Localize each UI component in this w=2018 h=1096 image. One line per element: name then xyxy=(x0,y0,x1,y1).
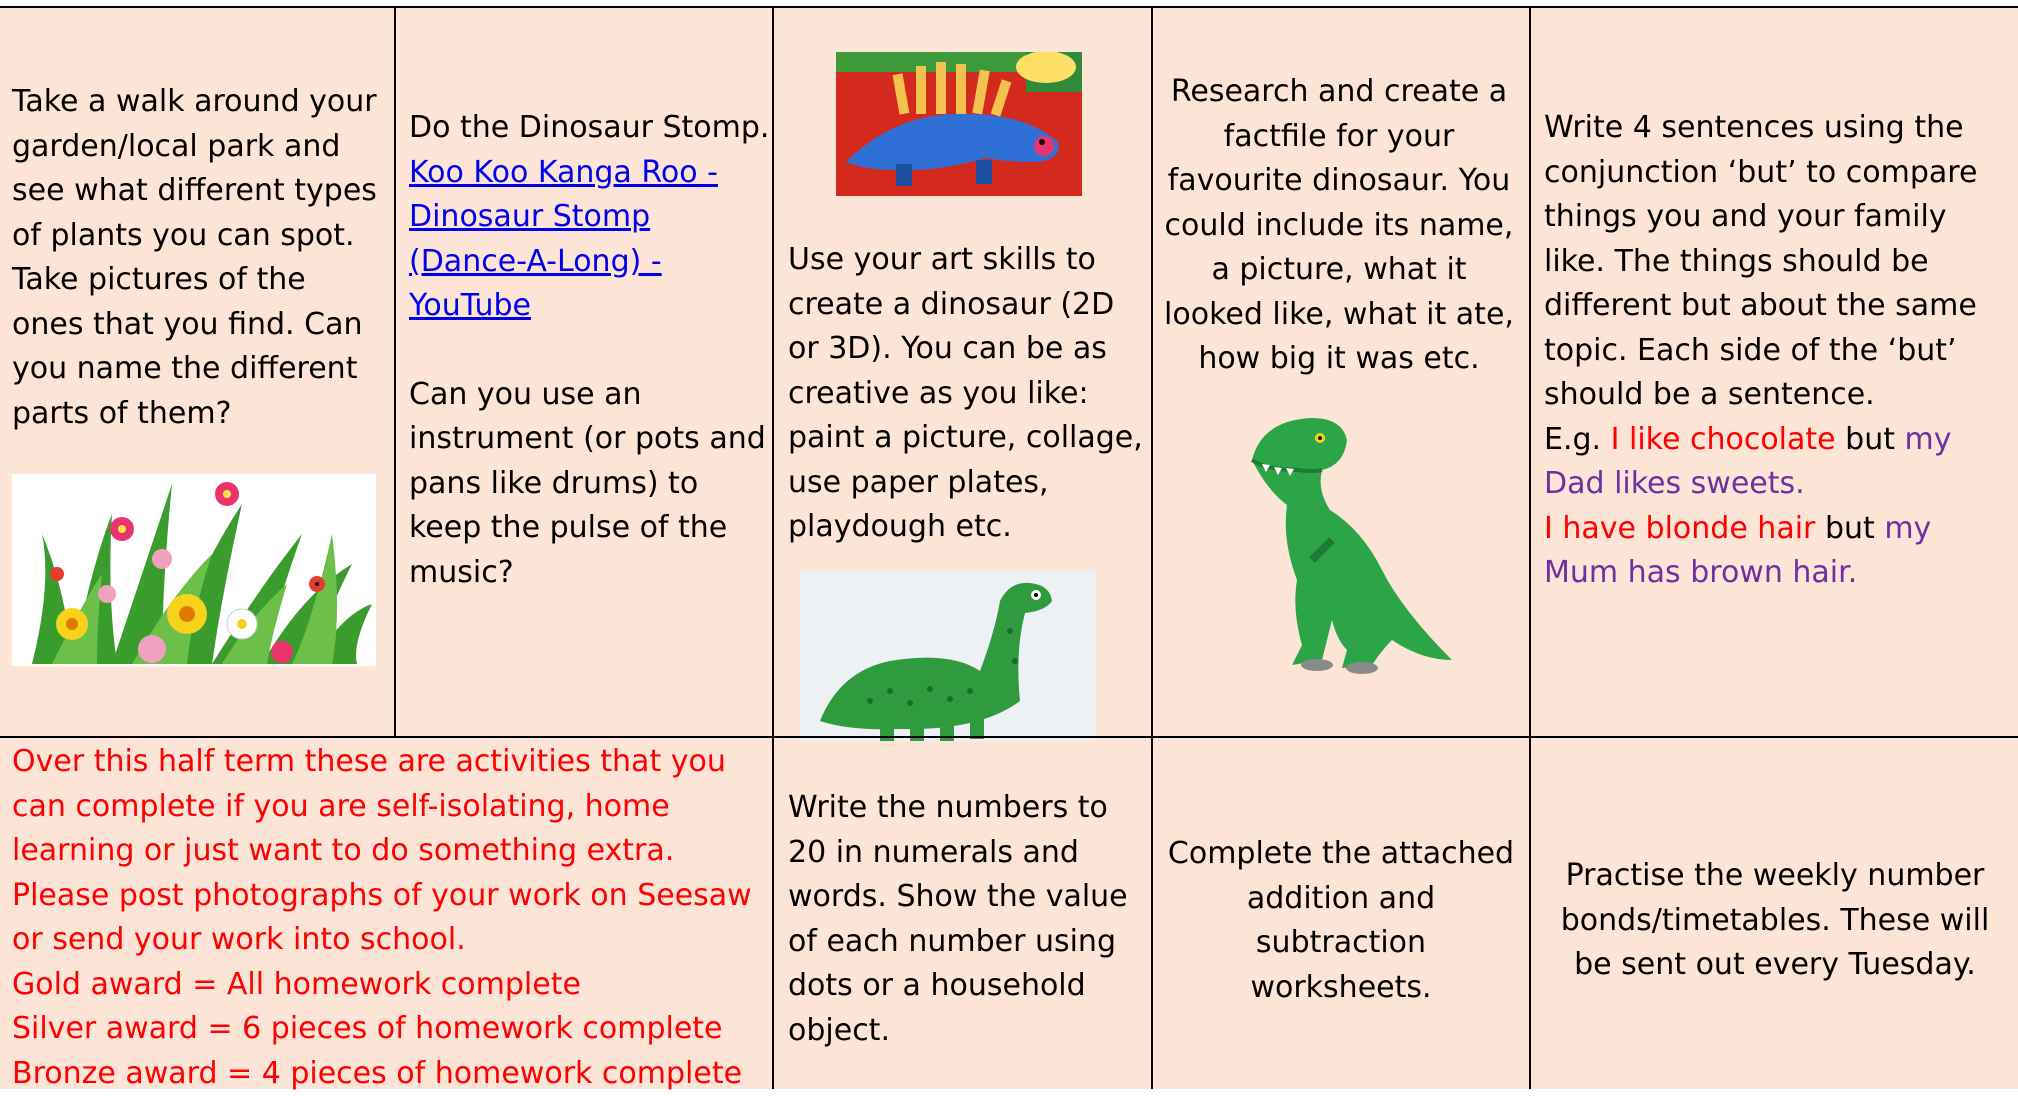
dinosaur-stomp-youtube-link[interactable]: Koo Koo Kanga Roo - Dinosaur Stomp (Dance-A-Long) - YouTube xyxy=(409,155,718,324)
bronze-award-text: Bronze award = 4 pieces of homework complete xyxy=(12,1052,752,1096)
but-intro-text: Write 4 sentences using the conjunction ‘but’ to compare things you and your family like. The things should be different but about the same topic. Each side of the ‘but’ should be a sentence. xyxy=(1544,106,2010,418)
cell-info xyxy=(12,740,752,1096)
grid-line-col-2 xyxy=(772,6,774,1089)
info-intro-text: Over this half term these are activities that you can complete if you are self-isolating, home learning or just want to do something extra. xyxy=(12,740,752,874)
grid-line-top xyxy=(0,6,2018,8)
t-rex-illustration xyxy=(1222,410,1480,680)
example-2-second-clause: my Mum has brown hair. xyxy=(1544,511,1931,591)
cell-factfile xyxy=(1158,70,1520,382)
example-2-conjunction: but xyxy=(1825,511,1875,546)
grid-line-col-3 xyxy=(1151,6,1153,1089)
playdough-dinosaur-illustration xyxy=(836,52,1082,196)
flowers-illustration xyxy=(12,474,376,666)
info-post-text: Please post photographs of your work on Seesaw or send your work into school. xyxy=(12,874,752,963)
example-2-first-clause: I have blonde hair xyxy=(1544,511,1815,546)
homework-grid xyxy=(0,6,2018,1089)
garden-activity-text: Take a walk around your garden/local park and see what different types of plants you can spot. Take pictures of the ones that you find. Can you name the different parts of them? xyxy=(12,84,377,431)
t-rex-image xyxy=(1222,410,1480,680)
numbers-activity-text: Write the numbers to 20 in numerals and words. Show the value of each number using dots or a household object. xyxy=(788,790,1128,1048)
number-bonds-activity-text: Practise the weekly number bonds/timetables. These will be sent out every Tuesday. xyxy=(1561,858,1990,982)
example-1-second-clause: my Dad likes sweets. xyxy=(1544,422,1952,502)
cell-number-bonds xyxy=(1540,854,2010,988)
grid-line-col-1 xyxy=(394,6,396,737)
example-prefix: E.g. xyxy=(1544,422,1601,457)
factfile-activity-text: Research and create a factfile for your favourite dinosaur. You could include its name, a picture, what it looked like, what it ate, how big it was etc. xyxy=(1164,74,1514,376)
art-activity-text: Use your art skills to create a dinosaur (2D or 3D). You can be as creative as you like: paint a picture, collage, use paper plates, playdough etc. xyxy=(788,242,1143,544)
silver-award-text: Silver award = 6 pieces of homework complete xyxy=(12,1007,752,1052)
stomp-intro-text: Do the Dinosaur Stomp. xyxy=(409,106,771,151)
cell-art-dinosaur xyxy=(788,238,1148,550)
cell-worksheets xyxy=(1162,832,1520,1010)
paper-plate-dinosaur-image xyxy=(800,571,1096,741)
grid-line-col-4 xyxy=(1529,6,1531,1089)
example-1-conjunction: but xyxy=(1845,422,1895,457)
cell-dinosaur-stomp xyxy=(409,106,771,595)
example-1-first-clause: I like chocolate xyxy=(1611,422,1836,457)
playdough-dinosaur-image xyxy=(836,52,1082,196)
but-example-1 xyxy=(1544,418,2010,507)
paper-plate-dinosaur-illustration xyxy=(800,571,1096,741)
but-example-2 xyxy=(1544,507,2010,596)
worksheets-activity-text: Complete the attached addition and subtraction worksheets. xyxy=(1168,836,1514,1005)
cell-numbers xyxy=(788,786,1148,1053)
cell-garden xyxy=(12,80,382,436)
flowers-image xyxy=(12,474,376,666)
gold-award-text: Gold award = All homework complete xyxy=(12,963,752,1008)
cell-but-sentences xyxy=(1544,106,2010,596)
grid-line-row-divider xyxy=(0,736,2018,738)
stomp-question-text: Can you use an instrument (or pots and pans like drums) to keep the pulse of the music? xyxy=(409,373,771,596)
